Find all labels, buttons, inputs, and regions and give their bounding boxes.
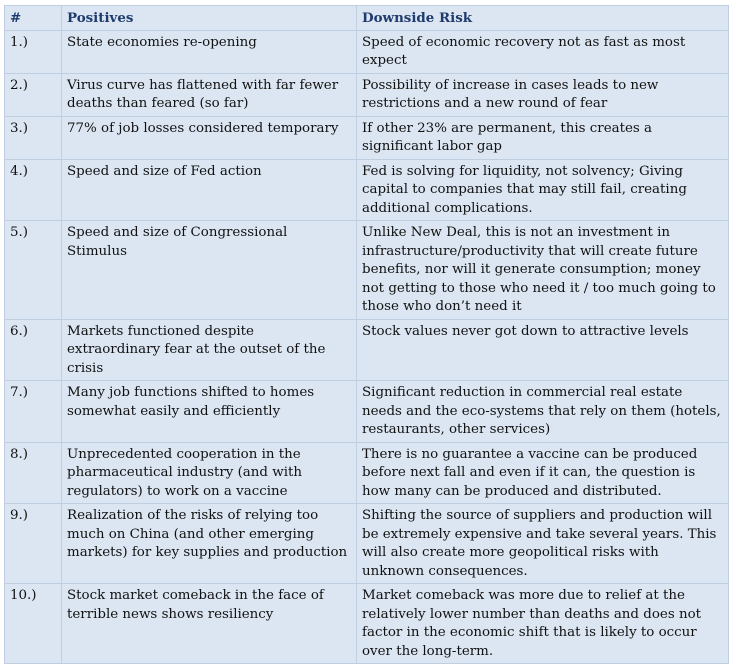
row-number: 5.) bbox=[5, 221, 62, 320]
row-number: 7.) bbox=[5, 381, 62, 443]
risk-cell: Unlike New Deal, this is not an investment in infrastructure/productivity that will create future benefits, nor will it generate consumption; money not getting to those who need it / too much going to those who don’t need it bbox=[357, 221, 729, 320]
table-row bbox=[5, 319, 729, 381]
row-number: 1.) bbox=[5, 30, 62, 73]
risk-cell: Market comeback was more due to relief at the relatively lower number than deaths and does not factor in the economic shift that is likely to occur over the long-term. bbox=[357, 584, 729, 664]
table-row bbox=[5, 159, 729, 221]
risk-cell: Shifting the source of suppliers and production will be extremely expensive and take several years. This will also create more geopolitical risks with unknown consequences. bbox=[357, 504, 729, 584]
header-downside-risk: Downside Risk bbox=[357, 6, 729, 31]
risk-cell: Stock values never got down to attractive levels bbox=[357, 319, 729, 381]
header-row bbox=[5, 6, 729, 31]
table-row bbox=[5, 381, 729, 443]
positive-cell: Virus curve has flattened with far fewer deaths than feared (so far) bbox=[62, 73, 357, 116]
table-row bbox=[5, 30, 729, 73]
positive-cell: 77% of job losses considered temporary bbox=[62, 116, 357, 159]
risk-cell: There is no guarantee a vaccine can be produced before next fall and even if it can, the question is how many can be produced and distributed. bbox=[357, 442, 729, 504]
risk-cell: If other 23% are permanent, this creates a significant labor gap bbox=[357, 116, 729, 159]
positive-cell: Markets functioned despite extraordinary fear at the outset of the crisis bbox=[62, 319, 357, 381]
positive-cell: Realization of the risks of relying too much on China (and other emerging markets) for key supplies and production bbox=[62, 504, 357, 584]
row-number: 10.) bbox=[5, 584, 62, 664]
table-row bbox=[5, 73, 729, 116]
positives-risks-table bbox=[4, 5, 729, 664]
row-number: 3.) bbox=[5, 116, 62, 159]
risk-cell: Speed of economic recovery not as fast as most expect bbox=[357, 30, 729, 73]
risk-cell: Fed is solving for liquidity, not solvency; Giving capital to companies that may still fail, creating additional complications. bbox=[357, 159, 729, 221]
table-row bbox=[5, 442, 729, 504]
row-number: 6.) bbox=[5, 319, 62, 381]
positive-cell: Speed and size of Congressional Stimulus bbox=[62, 221, 357, 320]
positive-cell: Speed and size of Fed action bbox=[62, 159, 357, 221]
risk-cell: Possibility of increase in cases leads to new restrictions and a new round of fear bbox=[357, 73, 729, 116]
positive-cell: Unprecedented cooperation in the pharmaceutical industry (and with regulators) to work on a vaccine bbox=[62, 442, 357, 504]
header-number: # bbox=[5, 6, 62, 31]
positive-cell: Stock market comeback in the face of terrible news shows resiliency bbox=[62, 584, 357, 664]
row-number: 2.) bbox=[5, 73, 62, 116]
row-number: 4.) bbox=[5, 159, 62, 221]
table-row bbox=[5, 221, 729, 320]
table-row bbox=[5, 504, 729, 584]
row-number: 9.) bbox=[5, 504, 62, 584]
positive-cell: Many job functions shifted to homes somewhat easily and efficiently bbox=[62, 381, 357, 443]
row-number: 8.) bbox=[5, 442, 62, 504]
risk-cell: Significant reduction in commercial real estate needs and the eco-systems that rely on them (hotels, restaurants, other services) bbox=[357, 381, 729, 443]
positives-risks-table-container bbox=[4, 5, 729, 664]
table-row bbox=[5, 116, 729, 159]
header-positives: Positives bbox=[62, 6, 357, 31]
table-row bbox=[5, 584, 729, 664]
positive-cell: State economies re-opening bbox=[62, 30, 357, 73]
